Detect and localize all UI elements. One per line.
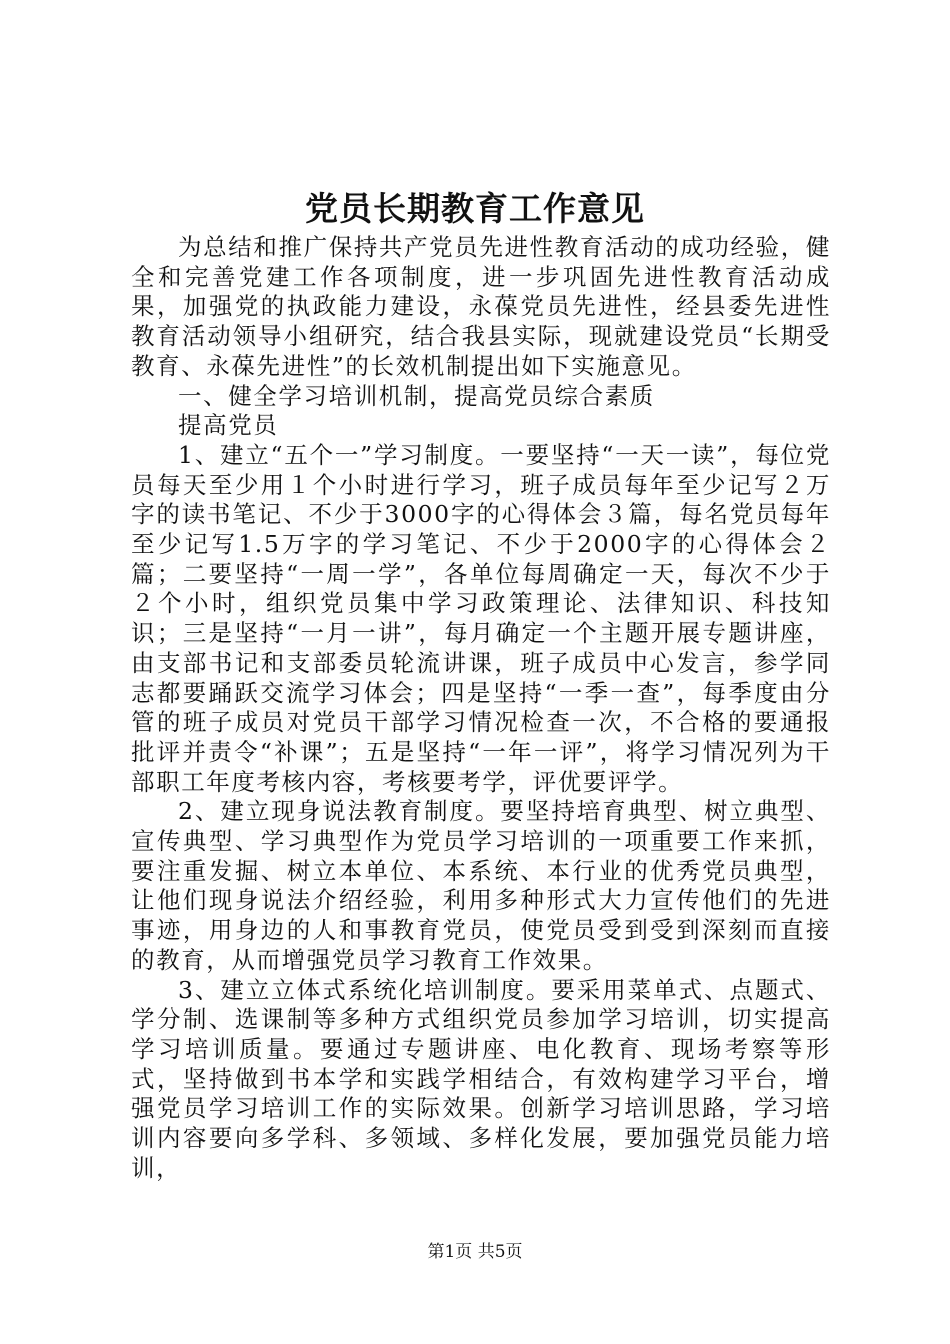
paragraph-item-3: 3、建立立体式系统化培训制度。要采用菜单式、点题式、学分制、选课制等多种方式组织党员参加学习培训，切实提高学习培训质量。要通过专题讲座、电化教育、现场考察等形式，坚持做到书本学和实践学相结合，有效构建学习平台，增强党员学习培训工作的实际效果。创新学习培训思路，学习培训内容要向多学科、多领域、多样化发展，要加强党员能力培训， bbox=[131, 975, 831, 1182]
paragraph-item-2: 2、建立现身说法教育制度。要坚持培育典型、树立典型、宣传典型、学习典型作为党员学习培训的一项重要工作来抓，要注重发掘、树立本单位、本系统、本行业的优秀党员典型，让他们现身说法介绍经验，利用多种形式大力宣传他们的先进事迹，用身边的人和事教育党员，使党员受到受到深刻而直接的教育，从而增强党员学习教育工作效果。 bbox=[131, 797, 831, 974]
page-footer: 第1页 共5页 bbox=[427, 1242, 523, 1262]
section-heading-1: 一、健全学习培训机制，提高党员综合素质 bbox=[178, 381, 655, 410]
document-title: 党员长期教育工作意见 bbox=[305, 189, 645, 228]
paragraph-item-1: 1、建立“五个一”学习制度。一要坚持“一天一读”，每位党员每天至少用１个小时进行学习，班子成员每年至少记写２万字的读书笔记、不少于3000字的心得体会３篇，每名党员每年至少记写1.5万字的学习笔记、不少于2000字的心得体会２篇；二要坚持“一周一学”，各单位每周确定一天，每次不少于２个小时，组织党员集中学习政策理论、法律知识、科技知识；三是坚持“一月一讲”，每月确定一个主题开展专题讲座，由支部书记和支部委员轮流讲课，班子成员中心发言，参学同志都要踊跃交流学习体会；四是坚持“一季一查”，每季度由分管的班子成员对党员干部学习情况检查一次，不合格的要通报批评并责令“补课”；五是坚持“一年一评”，将学习情况列为干部职工年度考核内容，考核要考学，评优要评学。 bbox=[131, 440, 831, 796]
document-body bbox=[131, 233, 831, 1184]
subheading-fragment: 提高党员 bbox=[178, 411, 279, 440]
intro-paragraph: 为总结和推广保持共产党员先进性教育活动的成功经验，健全和完善党建工作各项制度，进一步巩固先进性教育活动成果，加强党的执政能力建设，永葆党员先进性，经县委先进性教育活动领导小组研究，结合我县实际，现就建设党员“长期受教育、永葆先进性”的长效机制提出如下实施意见。 bbox=[131, 233, 831, 380]
